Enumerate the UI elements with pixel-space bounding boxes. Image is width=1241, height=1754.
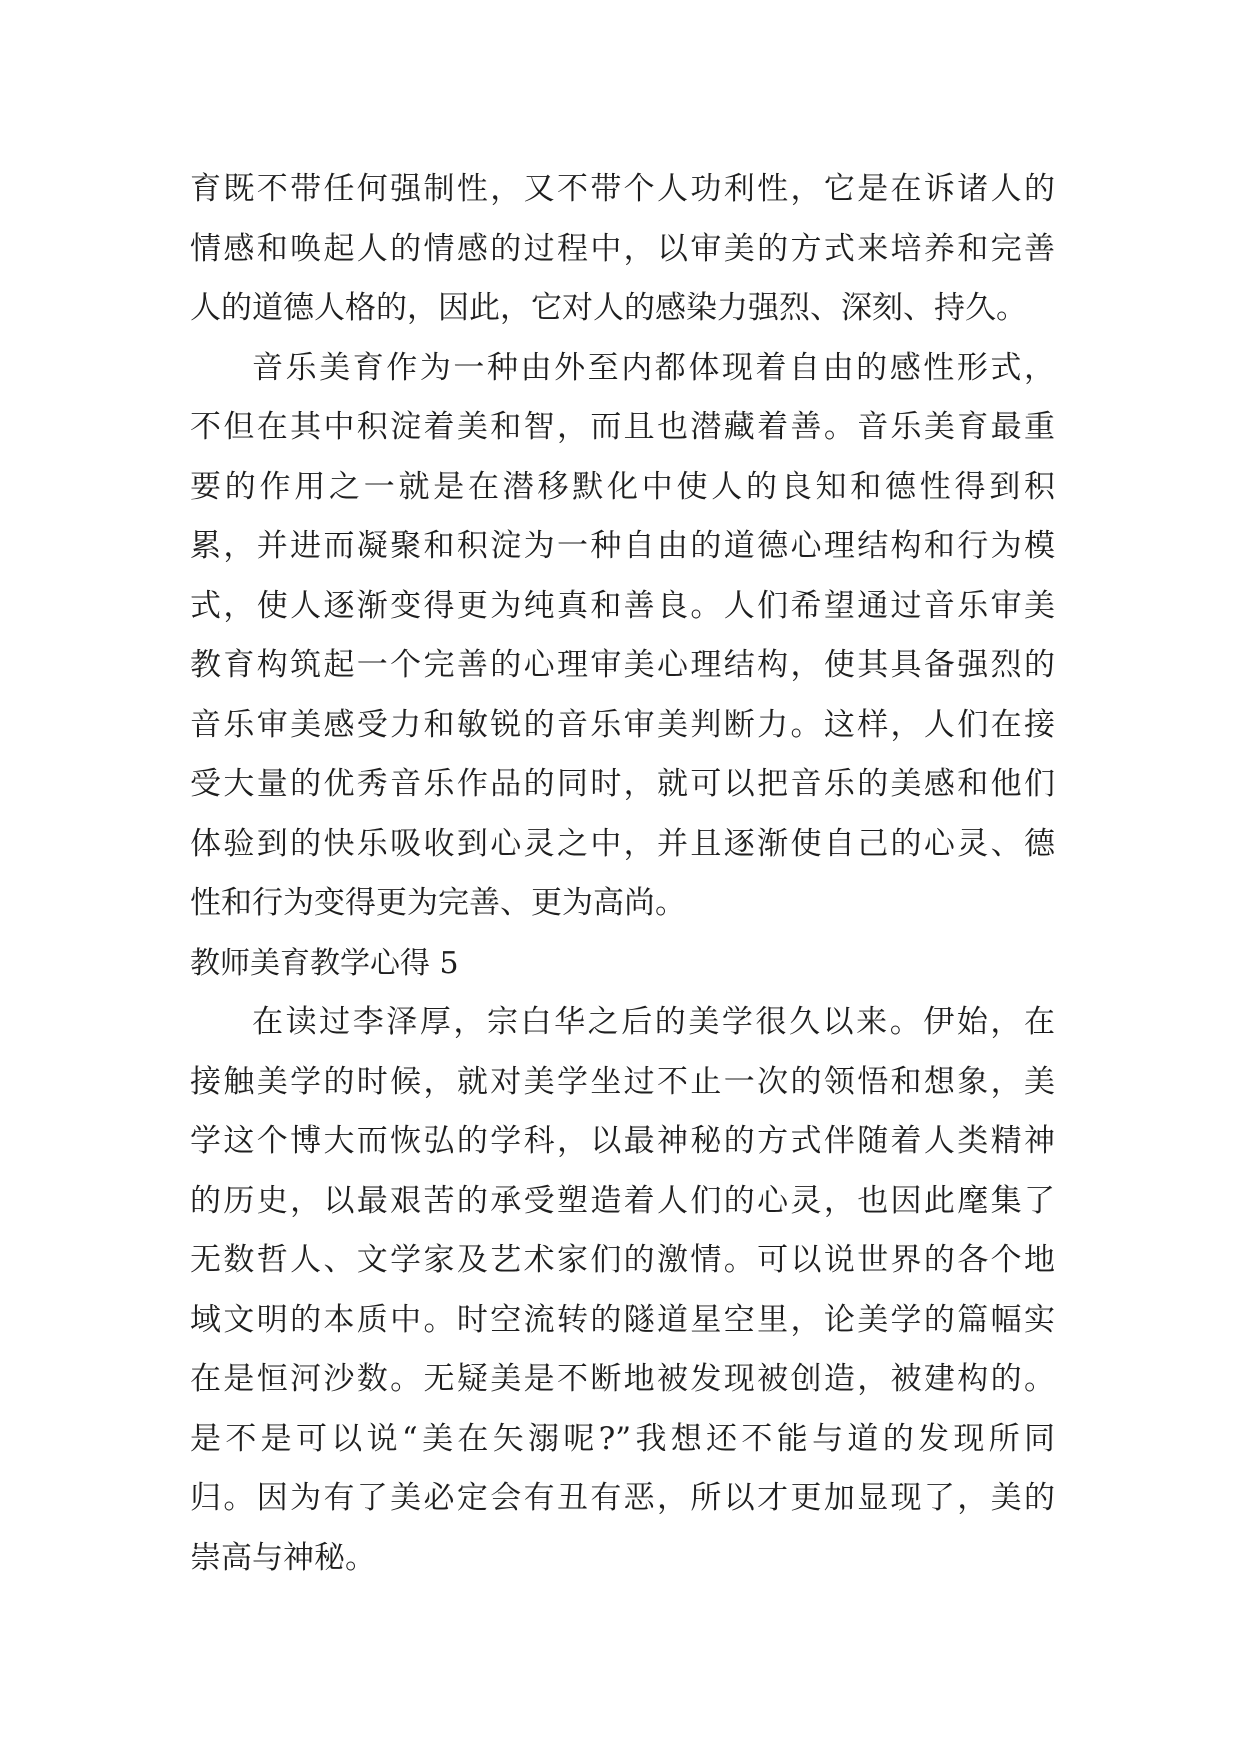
document-body: [190, 160, 1055, 1588]
text-line: 育既不带任何强制性，又不带个人功利性，它是在诉诸人的: [190, 171, 1055, 207]
text-line: 式，使人逐渐变得更为纯真和善良。人们希望通过音乐审美: [190, 587, 1055, 624]
text-line: 是不是可以说“美在矢溺呢?”我想还不能与道的发现所同: [190, 1420, 1055, 1457]
paragraph-continuation: [190, 160, 1055, 339]
text-line: 的历史，以最艰苦的承受塑造着人们的心灵，也因此麾集了: [190, 1182, 1055, 1219]
paragraph-aesthetics-reflection: [190, 993, 1055, 1588]
text-line: 体验到的快乐吸收到心灵之中，并且逐渐使自己的心灵、德: [190, 825, 1055, 862]
text-line: 教育构筑起一个完善的心理审美心理结构，使其具备强烈的: [190, 647, 1055, 683]
text-line: 崇高与神秘。: [190, 1539, 376, 1576]
text-line: 音乐审美感受力和敏锐的音乐审美判断力。这样，人们在接: [190, 706, 1055, 743]
text-line: 不但在其中积淀着美和智，而且也潜藏着善。音乐美育最重: [190, 409, 1055, 445]
text-line: 在读过李泽厚，宗白华之后的美学很久以来。伊始，在: [252, 1004, 1055, 1040]
paragraph-music-aesthetics: [190, 339, 1055, 934]
text-line: 人的道德人格的，因此，它对人的感染力强烈、深刻、持久。: [190, 290, 1027, 326]
text-line: 无数哲人、文学家及艺术家们的激情。可以说世界的各个地: [190, 1242, 1055, 1278]
text-line: 累，并进而凝聚和积淀为一种自由的道德心理结构和行为模: [190, 528, 1055, 564]
text-line: 学这个博大而恢弘的学科，以最神秘的方式伴随着人类精神: [190, 1123, 1055, 1159]
text-line: 要的作用之一就是在潜移默化中使人的良知和德性得到积: [190, 468, 1055, 505]
section-heading: 教师美育教学心得 5: [190, 945, 459, 981]
text-line: 接触美学的时候，就对美学坐过不止一次的领悟和想象，美: [190, 1063, 1055, 1100]
text-line: 受大量的优秀音乐作品的同时，就可以把音乐的美感和他们: [190, 766, 1055, 802]
text-line: 性和行为变得更为完善、更为高尚。: [190, 885, 686, 921]
text-line: 音乐美育作为一种由外至内都体现着自由的感性形式，: [252, 349, 1055, 386]
text-line: 情感和唤起人的情感的过程中，以审美的方式来培养和完善: [190, 230, 1055, 267]
text-line: 在是恒河沙数。无疑美是不断地被发现被创造，被建构的。: [190, 1361, 1055, 1397]
text-line: 域文明的本质中。时空流转的隧道星空里，论美学的篇幅实: [190, 1301, 1055, 1338]
text-line: 归。因为有了美必定会有丑有恶，所以才更加显现了，美的: [190, 1480, 1055, 1516]
